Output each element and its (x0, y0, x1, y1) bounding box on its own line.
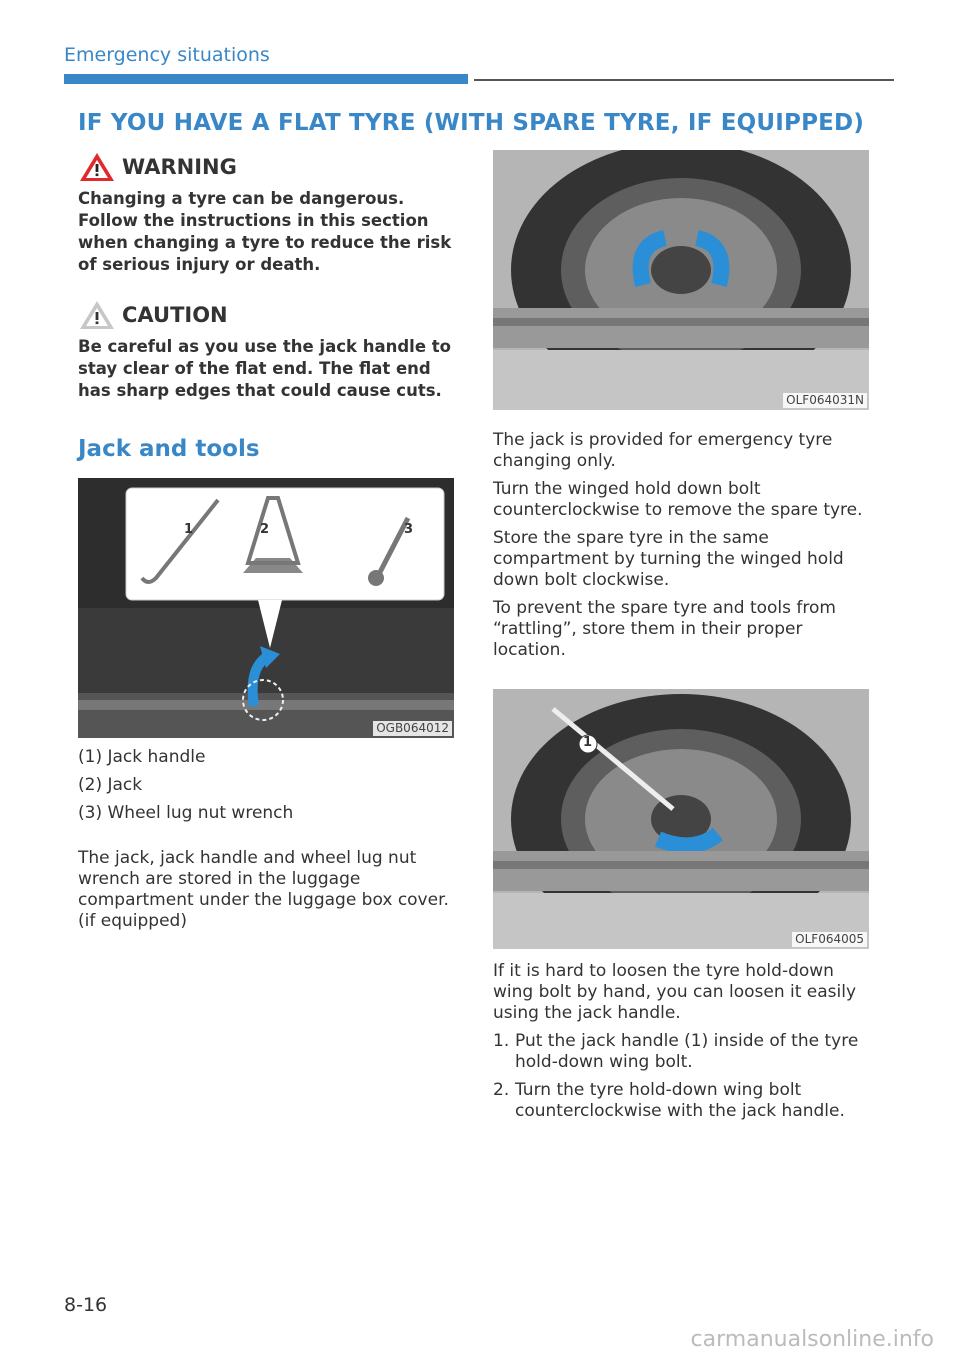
paragraph-2: Turn the winged hold down bolt counterclockwise to remove the spare tyre. (493, 479, 863, 520)
step-number: 1. (493, 1031, 510, 1051)
trunk-illustration (78, 478, 454, 738)
warning-header (78, 150, 456, 184)
list-item (493, 1080, 871, 1122)
paragraph-4: To prevent the spare tyre and tools from “rattling”, store them in their proper location. (493, 598, 836, 660)
paragraph-3: Store the spare tyre in the same compartment by turning the winged hold down bolt clockwise. (493, 528, 844, 590)
paragraph-1: The jack is provided for emergency tyre changing only. (493, 430, 833, 471)
caution-triangle-icon (78, 299, 116, 331)
watermark: carmanualsonline.info (690, 1327, 934, 1352)
caution-text: Be careful as you use the jack handle to stay clear of the flat end. The flat end has sharp edges that could cause cuts. (78, 337, 451, 400)
callout-3: 3 (404, 522, 414, 537)
warning-text: Changing a tyre can be dangerous. Follow the instructions in this section when changing a tyre to reduce the risk of serious injury or death. (78, 189, 452, 274)
jack-tools-paragraph: The jack, jack handle and wheel lug nut wrench are stored in the luggage compartment under the luggage box cover. (if equipped) (78, 848, 449, 931)
right-column (493, 150, 871, 1129)
warning-triangle-icon (78, 151, 116, 183)
step-number: 2. (493, 1080, 510, 1100)
left-column (78, 150, 456, 939)
callout-1: 1 (583, 735, 593, 750)
caption-jack-handle: (1) Jack handle (78, 747, 206, 767)
callout-1: 1 (184, 522, 194, 537)
step-text: Turn the tyre hold-down wing bolt counterclockwise with the jack handle. (515, 1080, 845, 1121)
figure-code: OGB064012 (373, 721, 452, 736)
paragraph-loosen: If it is hard to loosen the tyre hold-down wing bolt by hand, you can loosen it easily using the jack handle. (493, 961, 857, 1023)
spare-tyre-figure-2 (493, 689, 869, 949)
right-paragraphs (493, 430, 871, 661)
figure-code: OLF064005 (792, 932, 867, 947)
step-text: Put the jack handle (1) inside of the tyre hold-down wing bolt. (515, 1031, 859, 1072)
warning-label: WARNING (122, 155, 237, 179)
figure-code: OLF064031N (783, 393, 867, 408)
caution-box (78, 298, 456, 402)
header-section: Emergency situations (64, 44, 270, 66)
jack-tools-figure (78, 478, 454, 738)
warning-box (78, 150, 456, 276)
callout-2: 2 (260, 522, 270, 537)
spare-tyre-illustration-2 (493, 689, 869, 949)
captions (78, 746, 456, 824)
spare-tyre-illustration-1 (493, 150, 869, 410)
caution-label: CAUTION (122, 303, 228, 327)
list-item (493, 1031, 871, 1073)
caption-wrench: (3) Wheel lug nut wrench (78, 803, 294, 823)
header-rule-thin (474, 79, 894, 81)
caption-jack: (2) Jack (78, 775, 143, 795)
caution-header (78, 298, 456, 332)
spare-tyre-figure-1 (493, 150, 869, 410)
header-rule-thick (64, 74, 468, 84)
page-title: IF YOU HAVE A FLAT TYRE (WITH SPARE TYRE, IF EQUIPPED) (78, 110, 865, 136)
page-number: 8-16 (64, 1294, 108, 1316)
jack-tools-heading: Jack and tools (78, 436, 260, 462)
